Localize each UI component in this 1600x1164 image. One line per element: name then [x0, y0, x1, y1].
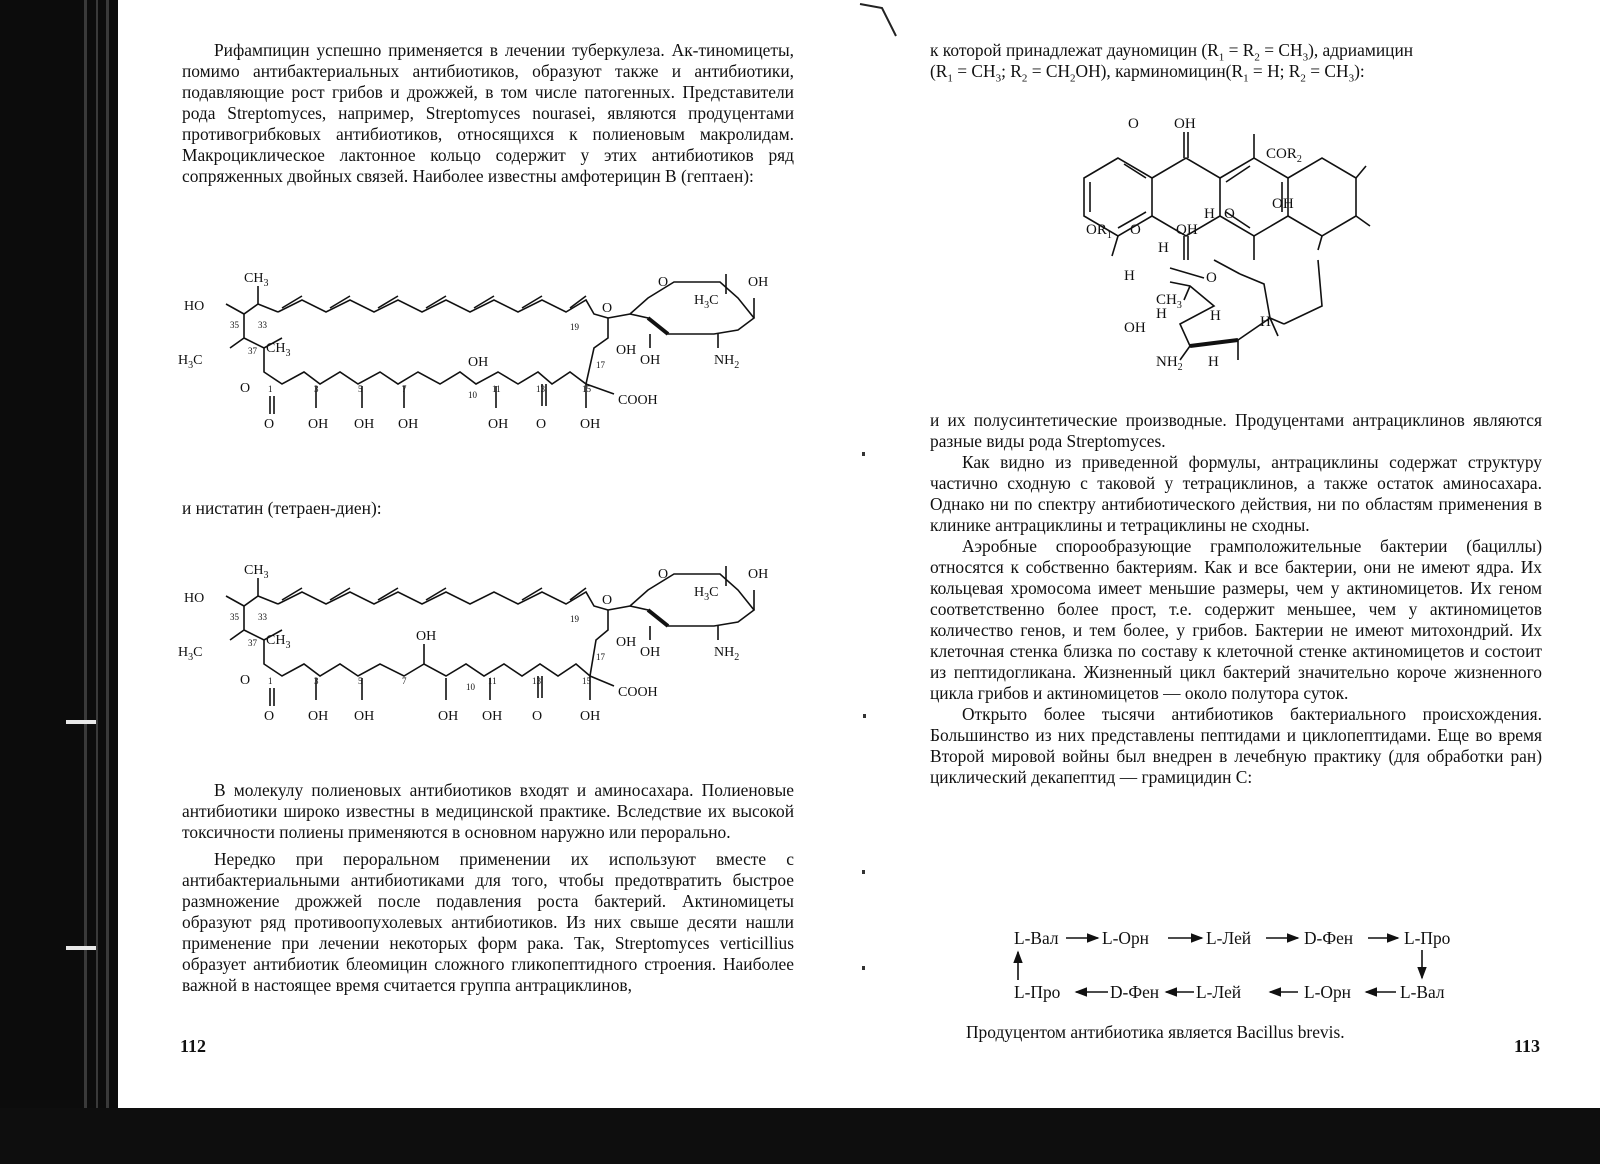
gram-top-1: L-Вал	[1014, 928, 1059, 948]
label-c11: 11	[488, 676, 497, 686]
label-or1: $OR_1$	[1086, 222, 1112, 241]
label-oh-sugar: OH	[748, 567, 769, 582]
scan-speck	[862, 452, 865, 456]
gram-top-3: L-Лей	[1206, 928, 1252, 948]
label-ho: HO	[184, 591, 205, 606]
scan-speck	[862, 870, 865, 874]
label-c15: 15	[582, 676, 591, 686]
right-page-body	[930, 410, 1542, 788]
label-quinone-o-bottom: O	[1130, 222, 1141, 238]
label-quinone-o-top: O	[1128, 116, 1139, 132]
label-c13: 13	[532, 676, 541, 686]
label-oh-sugar-2: OH	[640, 353, 661, 368]
label-oh-c3: OH	[308, 417, 329, 432]
label-c35: 35	[230, 320, 239, 330]
spine-crease-mark	[830, 0, 900, 40]
paragraph-aminosugars: В молекулу полиеновых антибиотиков входят и аминосахара. Полиеновые антибиотики широко известны в медицинской практике. Вследствие их высокой токсичности полиены применяются в основном наружно или перорально.	[182, 780, 794, 842]
label-nh2: $NH_2$	[714, 353, 740, 371]
gram-top-2: L-Орн	[1102, 928, 1149, 948]
paragraph-rifampicin: Рифампицин успешно применяется в лечении туберкулеза. Ак-тиномицеты, помимо антибактериальных антибиотиков, образуют также и антибиотики, подавляющие рост грибов и дрожжей, в том числе патогенных. Представители рода Streptomyces, например, Streptomyces nourasei, являются продуцентами противогрибковых антибиотиков, относящихся к полиеновым макролидам. Макроциклическое лактонное кольцо содержит у этих антибиотиков ряд сопряженных двойных связей. Наиболее известны амфотерицин В (гептаен):	[182, 40, 794, 186]
paragraph-anthracycline-members: к которой принадлежат дауномицин $(R_1 = R_2 = CH_3)$, адриамицин ($R_1 = CH_3$; $R_2 = CH_2OH$), $карминомицин(R_1 = H$; $R_2 = CH_3$):	[930, 40, 1414, 85]
amphotericin-bonds	[226, 274, 754, 414]
label-h3c-sugar: $H_3C$	[694, 293, 719, 311]
paragraph-structure-comparison: Как видно из приведенной формулы, антрациклины содержат структуру частично сходную с таковой у тетрациклинов, а также остаток аминосахара. Однако ни по спектру антибиотического действия, ни по областям применения в клинике антрациклины и тетрациклины не сходны.	[930, 452, 1542, 535]
caption-nystatin: и нистатин (тетраен-диен):	[182, 498, 382, 518]
label-ch3-top: $CH_3$	[244, 563, 269, 581]
label-nh2-sugar: $NH_2$	[1156, 354, 1183, 373]
label-h3c-left: $H_3C$	[178, 645, 203, 663]
label-oh-ring-d: OH	[1272, 196, 1294, 212]
producer-sentence: Продуцентом антибиотика является Bacillus brevis.	[966, 1022, 1345, 1042]
label-h-c7: H	[1204, 206, 1215, 222]
label-oh-top: OH	[1174, 116, 1196, 132]
label-oh-c10: OH	[438, 709, 459, 724]
label-oh-sugar: OH	[748, 275, 769, 290]
label-oh-sugar: OH	[1124, 320, 1146, 336]
label-cor2: $COR_2$	[1266, 146, 1302, 165]
gram-bottom-5: L-Вал	[1400, 982, 1445, 1002]
label-oh-c11: OH	[488, 417, 509, 432]
label-h-sugar-c5: H	[1156, 306, 1167, 322]
label-h-sugar-left: H	[1124, 268, 1135, 284]
label-ho: HO	[184, 299, 205, 314]
label-c17: 17	[596, 652, 605, 662]
paragraph-bacterial-antibiotics: Открыто более тысячи антибиотиков бактериального происхождения. Большинство из них представлены пептидами и циклопептидами. Еще во время Второй мировой войны был внедрен в лечебную практику (для обработки ран) циклический декапептид — грамицидин С:	[930, 704, 1542, 787]
label-c19: 19	[570, 614, 579, 624]
paragraph-bacilli: Аэробные спорообразующие грамположительные бактерии (бациллы) относятся к собственно бактериям. Как и все бактерии, они не имеют ядра. Их кольцевая хромосома имеет меньшие размеры, чем у актиномицетов. Их геном соответственно более прост, т.е. содержит меньшее, чем у актиномицетов количество генов, и тем более, у грибов. Бактерии не имеют митохондрий. Их клеточная стенка близка по составу к клеточной стенке актиномицетов и состоит из пептидогликана. Жизненный цикл бактерий значительно короче жизненного цикла грибов и актиномицетов — около полутора суток.	[930, 536, 1542, 703]
label-oh-c15: OH	[580, 417, 601, 432]
label-h-sugar-top: H	[1158, 240, 1169, 256]
nystatin-structural-formula	[178, 560, 798, 740]
label-c19: 19	[570, 322, 579, 332]
label-ch3-37: $CH_3$	[266, 341, 291, 359]
scan-bottom-edge	[0, 1108, 1600, 1164]
gram-bottom-1: L-Про	[1014, 982, 1061, 1002]
label-oh-c10: OH	[468, 355, 489, 370]
label-h-sugar-right: H	[1260, 314, 1271, 330]
amphotericin-b-structural-formula	[178, 268, 798, 448]
paragraph-oral-use: Нередко при пероральном применении их используют вместе с антибактериальными антибиотиками для того, чтобы предотвратить быстрое размножение дрожжей после подавления роста бактерий. Актиномицеты образуют ряд противоопухолевых антибиотиков. Из них свыше десяти нашли применение при лечении некоторых форм рака. Так, Streptomyces verticillius образует антибиотик блеомицин сложного гликопептидного строения. Наиболее важной в настоящее время считается группа антрациклинов,	[182, 849, 794, 995]
gram-top-5: L-Про	[1404, 928, 1451, 948]
label-c37: 37	[248, 346, 257, 356]
page-number-left: 112	[180, 1036, 207, 1056]
gram-bottom-3: L-Лей	[1196, 982, 1242, 1002]
label-oh-c8: OH	[416, 629, 437, 644]
paragraph-semisynthetic: и их полусинтетические производные. Продуцентами антрациклинов являются разные виды рода Streptomyces.	[930, 410, 1542, 451]
label-c3: 3	[314, 384, 319, 394]
page-number-right: 113	[1514, 1036, 1541, 1056]
label-cooh: COOH	[618, 685, 658, 700]
label-c17: 17	[596, 360, 605, 370]
label-oh-c11: OH	[482, 709, 503, 724]
label-oh-c17: OH	[616, 635, 637, 650]
label-cooh: COOH	[618, 393, 658, 408]
label-ester-oxygen: O	[240, 381, 251, 396]
label-c15: 15	[582, 384, 591, 394]
label-c1: 1	[268, 384, 273, 394]
label-ring-oxygen: O	[658, 275, 669, 290]
label-oh-c5: OH	[354, 709, 375, 724]
gramicidin-arrows	[1010, 920, 1460, 1010]
label-oh-sugar-2: OH	[640, 645, 661, 660]
label-c11: 11	[492, 384, 501, 394]
label-c5: 5	[358, 676, 363, 686]
anthracycline-structural-formula	[1084, 110, 1364, 380]
label-oh-c17: OH	[616, 343, 637, 358]
label-glycosidic-oxygen: O	[602, 301, 613, 316]
label-oh-c3: OH	[308, 709, 329, 724]
label-ch3-37: $CH_3$	[266, 633, 291, 651]
label-oh-c7: OH	[398, 417, 419, 432]
label-sugar-ring-o: O	[1206, 270, 1217, 286]
label-carbonyl-oxygen: O	[264, 417, 275, 432]
gram-top-4: D-Фен	[1304, 928, 1354, 948]
gram-bottom-4: L-Орн	[1304, 982, 1351, 1002]
label-c3: 3	[314, 676, 319, 686]
label-h-sugar-bottom: H	[1208, 354, 1219, 370]
label-c10: 10	[468, 390, 477, 400]
label-h3c-sugar: $H_3C$	[694, 585, 719, 603]
book-binding-shadow	[0, 0, 118, 1164]
label-ketone-oxygen: O	[532, 709, 543, 724]
left-page-lower-text	[182, 780, 794, 996]
label-nh2: $NH_2$	[714, 645, 740, 663]
gram-bottom-2: D-Фен	[1110, 982, 1160, 1002]
label-c10: 10	[466, 682, 475, 692]
label-glycosidic-o: O	[1224, 206, 1235, 222]
label-h3c-left: $H_3C$	[178, 353, 203, 371]
label-ketone-oxygen: O	[536, 417, 547, 432]
label-c37: 37	[248, 638, 257, 648]
label-ch3-top: $CH_3$	[244, 271, 269, 289]
label-oh-c15: OH	[580, 709, 601, 724]
label-c7: 7	[402, 676, 407, 686]
label-ch3-sugar: $CH_3$	[1156, 292, 1182, 311]
label-c7: 7	[402, 384, 407, 394]
label-oh-bottom: OH	[1176, 222, 1198, 238]
label-ester-oxygen: O	[240, 673, 251, 688]
label-c13: 13	[536, 384, 545, 394]
right-page-intro	[930, 40, 1542, 85]
label-glycosidic-oxygen: O	[602, 593, 613, 608]
label-c33: 33	[258, 612, 267, 622]
label-carbonyl-oxygen: O	[264, 709, 275, 724]
label-c1: 1	[268, 676, 273, 686]
left-page	[182, 40, 794, 187]
label-c33: 33	[258, 320, 267, 330]
label-c35: 35	[230, 612, 239, 622]
label-c5: 5	[358, 384, 363, 394]
scan-speck	[862, 966, 865, 970]
scan-speck	[863, 714, 866, 718]
label-h-sugar-c3: H	[1210, 308, 1221, 324]
label-oh-c5: OH	[354, 417, 375, 432]
label-ring-oxygen: O	[658, 567, 669, 582]
